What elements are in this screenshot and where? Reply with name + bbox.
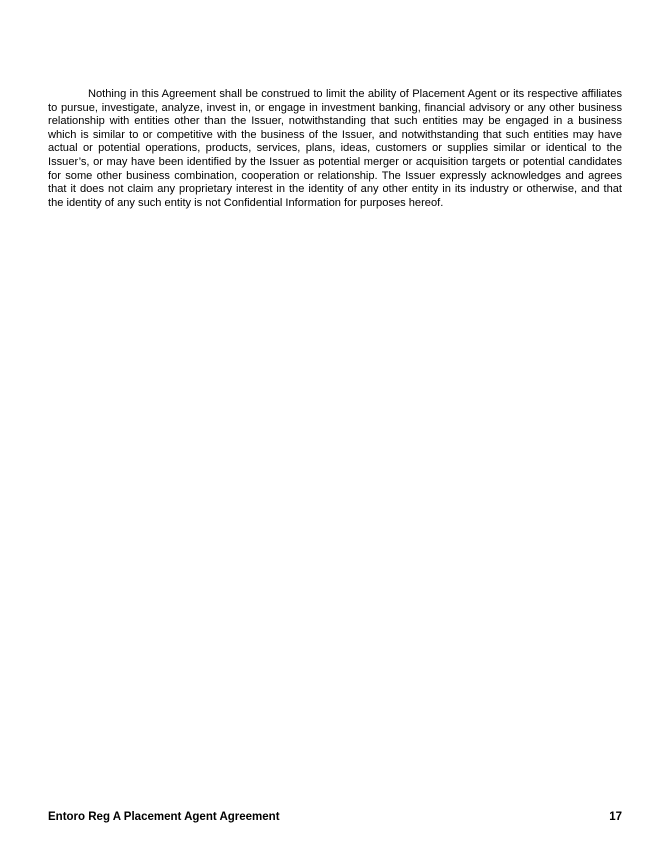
body-paragraph: Nothing in this Agreement shall be construed to limit the ability of Placement Agent or its respective affiliates to pursue, investigate, analyze, invest in, or engage in investment banking, financial advisory or any other business relationship with entities other than the Issuer, notwithstanding that such entities may be engaged in a business which is similar to or competitive with the business of the Issuer, and notwithstanding that such entities may have actual or potential operations, products, services, plans, ideas, customers or supplies similar or identical to the Issuer’s, or may have been identified by the Issuer as potential merger or acquisition targets or potential candidates for some other business combination, cooperation or relationship. The Issuer expressly acknowledges and agrees that it does not claim any proprietary interest in the identity of any other entity in its industry or otherwise, and that the identity of any such entity is not Confidential Information for purposes hereof. [48, 88, 622, 209]
footer-document-title: Entoro Reg A Placement Agent Agreement [48, 811, 280, 823]
footer-page-number: 17 [609, 811, 622, 823]
